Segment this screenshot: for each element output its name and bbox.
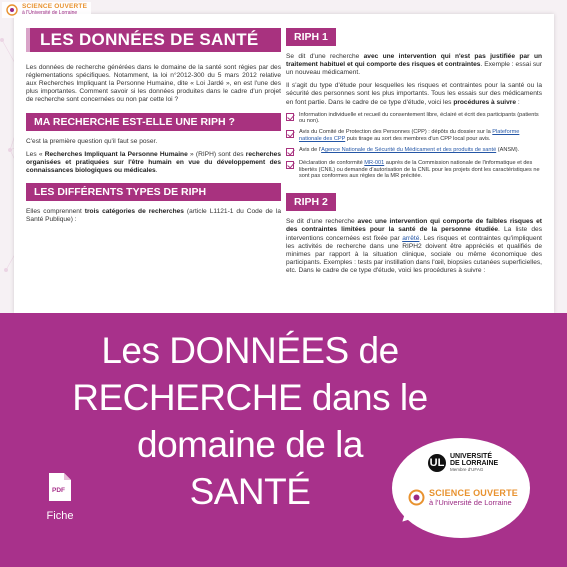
text-span: . [155,166,158,174]
banner-line-4: SANTÉ [189,471,311,512]
text-span: Avis de l' [299,146,322,153]
banner-word: dans le [311,377,428,418]
right-column [286,24,542,280]
intro-paragraph: Les données de recherche générées dans le domaine de la santé sont régies par des réglementations spécifiques. Notamment, la loi n°2012-300 du 5 mars 2012 relative aux Recherches Impliquant la Personne Humaine, dite « Loi Jardé », en est l'une des plus importantes. Comment savoir si les données produites dans le cadre d'un projet de recherche sont concernées ou non par cette loi ? [26,64,281,104]
banner-line-3: domaine de la [137,424,363,465]
checklist-item-text: Information individuelle et recueil du consentement libre, éclairé et écrit des participants (patients ou non). [299,111,539,125]
mr-001-link[interactable]: MR-001 [364,159,385,166]
checklist-item [286,129,542,143]
ul-text [450,453,498,473]
text-span: auprès de la Commission nationale de l'informatique et des libertés (CNIL) ou demande d'autorisation de la CNIL pour les projets dont les caractéristiques ne sont pas conformes aux règles de la MR précitée. [299,159,540,180]
section-heading-riph-question: MA RECHERCHE EST-ELLE UNE RIPH ? [26,113,281,131]
banner-word: de [358,330,399,371]
text-span: Elles comprennent [26,208,85,216]
file-type-label: Fiche [46,510,74,522]
section-heading-riph-types: LES DIFFÉRENTS TYPES DE RIPH [26,183,281,201]
section-heading-riph1: RIPH 1 [286,28,336,46]
bold-span: avec une intervention qui n'est pas justifiée par un traitement habituel et qui comporte des risques et contraintes [286,53,542,69]
science-ouverte-logo [408,489,518,507]
text-span: (ANSM). [496,146,520,153]
section-heading-riph2: RIPH 2 [286,193,336,211]
brand-text [22,4,87,16]
science-ouverte-brand [2,2,91,18]
so-text [429,489,518,507]
riph1-paragraph-2 [286,82,542,106]
pdf-file-icon[interactable] [49,473,71,501]
bold-span: trois catégories de recherches [84,208,184,216]
text-span: . Les risques et contraintes qu'impliquent les activités de recherche dans une RIPH2 doivent être appréciés et qualifiés de minimes par rapport à la situation clinique, sociale ou même économique des participants. Exemples : tests par instillation dans l'œil, biopsies cutanées superficielles, etc. Dans le cadre de ce type d'étude, voici les procédures à suivre : [286,234,542,274]
text-span: Les « [26,150,45,158]
section1-paragraph-1: C'est la première question qu'il faut se poser. [26,137,158,145]
text-span: . Exemple : essai sur un nouveau médicament. [286,61,543,77]
checklist-item [286,160,542,180]
riph1-paragraph-1 [286,53,542,77]
ul-name-line-1: UNIVERSITÉ [450,453,493,460]
text-span: Déclaration de conformité [299,159,365,166]
section2-paragraph-1 [26,208,281,224]
banner-line-1 [60,327,440,374]
ansm-link[interactable]: Agence Nationale de Sécurité du Médicament et des produits de santé [321,146,497,153]
ul-name-line-2: DE LORRAINE [450,460,499,467]
checkbox-icon [286,148,294,156]
document-page [14,14,554,313]
brand-title: SCIENCE OUVERTE [22,3,88,11]
science-ouverte-logo-icon [6,4,18,16]
text-span: puis tirage au sort des membres d'un CPP local pour avis. [345,136,491,143]
banner-word-emphasis: DONNÉES [169,330,349,371]
bold-span: recherches organisées et pratiquées sur l'être humain en vue du développement des connaissances biologiques ou médicales [26,150,281,174]
brand-subtitle: à l'Université de Lorraine [22,9,78,16]
banner-word: Les [101,330,160,371]
text-span: Il s'agit du type d'étude pour lesquelles les risques et contraintes pour la santé ou la sécurité des personnes sont les plus importants. Tous les essais sur des médicaments en font partie. Dans le cadre de ce type d'étude, voici les [286,82,542,106]
banner-line-2 [60,374,440,421]
open-science-icon [408,489,425,506]
ul-member-text: Membre d'UFAG [450,467,484,472]
text-span: : [515,98,520,106]
bold-span: Recherches Impliquant la Personne Humaine [44,150,188,158]
left-column [26,24,281,229]
checkbox-icon [286,113,294,121]
procedures-checklist [286,112,542,181]
cpp-platform-link[interactable]: Plateforme nationale des CPP [299,129,520,143]
pdf-icon-text: PDF [52,487,65,494]
universite-lorraine-logo [428,453,498,473]
pdf-download[interactable] [40,473,80,522]
section1-paragraph-2 [26,151,281,175]
text-span: Avis du Comité de Protection des Personnes (CPP) : dépôts du dossier sur la [299,129,493,136]
banner-word-emphasis: RECHERCHE [72,377,303,418]
checkbox-icon [286,161,294,169]
text-span: Se dit d'une recherche [286,218,358,226]
riph2-paragraph-1 [286,218,542,275]
banner-title [60,327,440,515]
so-title: SCIENCE OUVERTE [429,488,519,498]
checklist-item-text [299,129,542,143]
arrete-link[interactable]: arrêté [402,234,420,242]
so-subtitle: à l'Université de Lorraine [429,498,512,507]
checklist-item [286,147,542,156]
checklist-item [286,112,542,126]
checkbox-icon [286,130,294,138]
text-span: (article L1121-1 du Code de la Santé Publique) : [26,208,281,224]
checklist-item-text [299,147,519,156]
document-title: LES DONNÉES DE SANTÉ [26,28,281,52]
checklist-item-text [299,160,542,180]
text-span: . La liste des interventions concernées est fixée par [286,226,542,242]
title-banner [0,313,567,567]
text-span: » (RIPH) sont des [187,150,246,158]
text-span: Se dit d'une recherche [286,53,364,61]
ul-monogram-icon: UL [428,454,446,472]
bold-span: avec une intervention qui comporte de faibles risques et des contraintes limitées pour la santé de la personne étudiée [286,218,542,234]
bold-span: procédures à suivre [453,98,516,106]
